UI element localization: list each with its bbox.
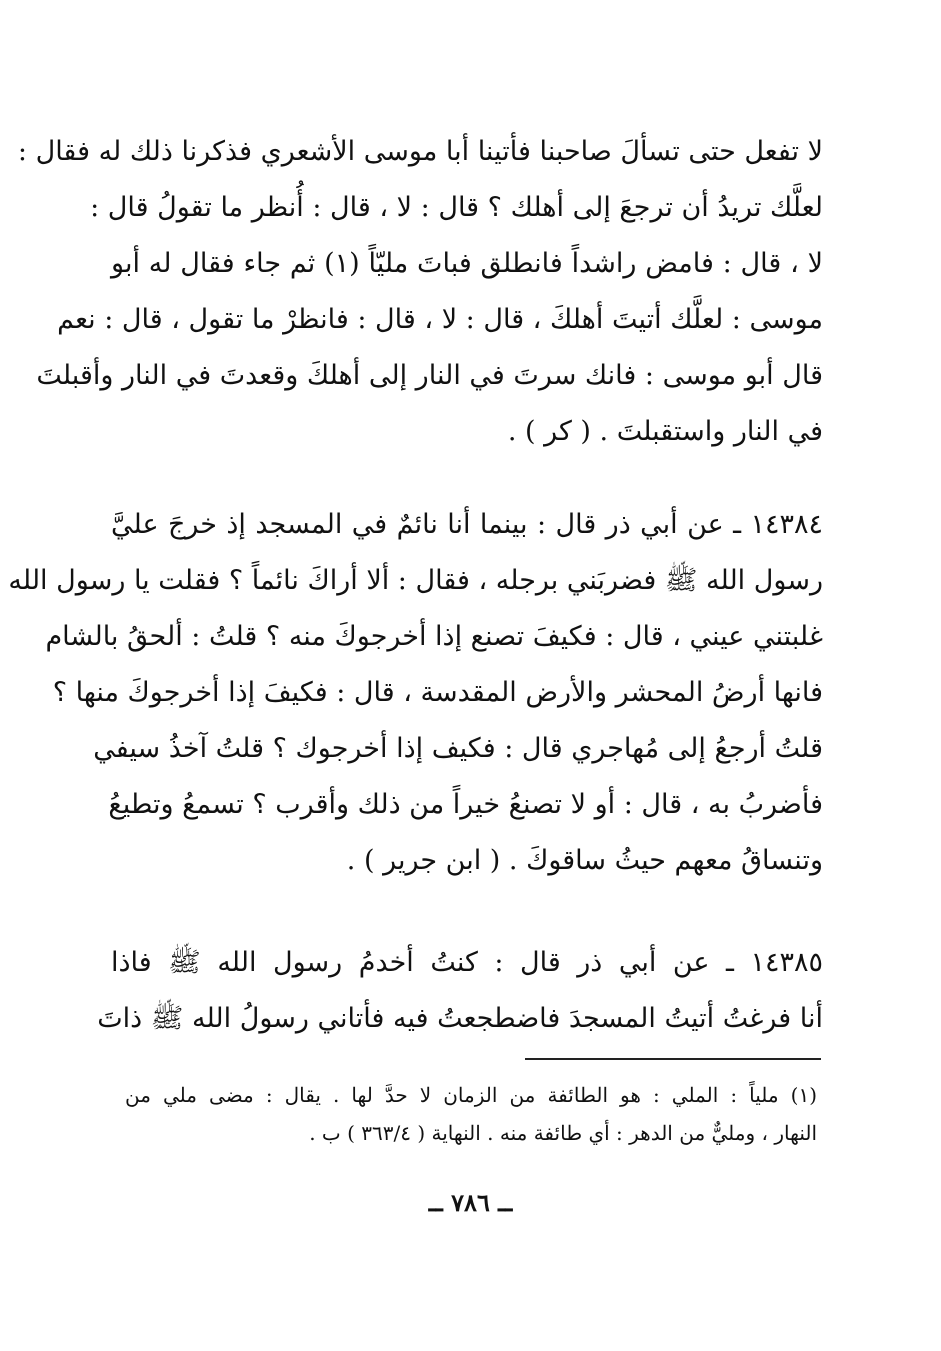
text-line: أنا فرغتُ أتيتُ المسجدَ فاضطجعتُ فيه فأتاني رسولُ الله ﷺ ذاتَ [97, 1003, 823, 1034]
hadith-1383-continuation [17, 124, 823, 460]
text-line: ١٤٣٨٥ ـ عن أبي ذر قال : كنتُ أخدمُ رسول الله ﷺ فاذا [111, 947, 823, 978]
hadith-14385 [97, 935, 823, 1047]
text-line: قال أبو موسى : فانك سرتَ في النار إلى أهلكَ وقعدتَ في النار وأقبلتَ [36, 360, 823, 391]
text-line: لعلَّك تريدُ أن ترجعَ إلى أهلك ؟ قال : لا ، قال : أُنظر ما تقولُ قال : [90, 192, 823, 223]
footnote-line: النهار ، ومليٌّ من الدهر : أي طائفة منه . النهاية ( ٣٦٣/٤ ) ب . [309, 1121, 817, 1145]
footnote-divider [525, 1058, 821, 1060]
footnotes [125, 1076, 817, 1152]
hadith-14384 [8, 497, 823, 889]
text-line: فانها أرضُ المحشر والأرض المقدسة ، قال : فكيفَ إذا أخرجوكَ منها ؟ [52, 677, 823, 708]
text-line: ١٤٣٨٤ ـ عن أبي ذر قال : بينما أنا نائمٌ في المسجد إذ خرجَ عليَّ [111, 509, 823, 540]
text-line: فأضربُ به ، قال : أو لا تصنعُ خيراً من ذلك وأقرب ؟ تسمعُ وتطيعُ [108, 789, 823, 820]
text-line: في النار واستقبلتَ . ( كر ) . [507, 416, 823, 447]
text-line: قلتُ أرجعُ إلى مُهاجري قال : فكيف إذا أخرجوك ؟ قلتُ آخذُ سيفي [93, 733, 823, 764]
footnote-line: (١) ملياً : الملي : هو الطائفة من الزمان لا حدَّ لها . يقال : مضى ملي من [125, 1083, 817, 1107]
text-line: غلبتني عيني ، قال : فكيفَ تصنع إذا أخرجوكَ منه ؟ قلتُ : ألحقُ بالشام [45, 621, 823, 652]
text-line: لا تفعل حتى تسألَ صاحبنا فأتينا أبا موسى الأشعري فذكرنا ذلك له فقال : [17, 136, 823, 167]
text-line: وتنساقُ معهم حيثُ ساقوكَ . ( ابن جرير ) . [346, 845, 823, 876]
text-line: لا ، قال : فامض راشداً فانطلق فباتَ مليّاً (١) ثم جاء فقال له أبو [111, 248, 823, 279]
page-number: ــ ٧٨٦ ــ [428, 1188, 513, 1217]
text-line: رسول الله ﷺ فضربَني برجله ، فقال : ألا أراكَ نائماً ؟ فقلت يا رسول الله [8, 565, 823, 596]
text-line: موسى : لعلَّك أتيتَ أهلكَ ، قال : لا ، قال : فانظرْ ما تقول ، قال : نعم [57, 304, 823, 335]
